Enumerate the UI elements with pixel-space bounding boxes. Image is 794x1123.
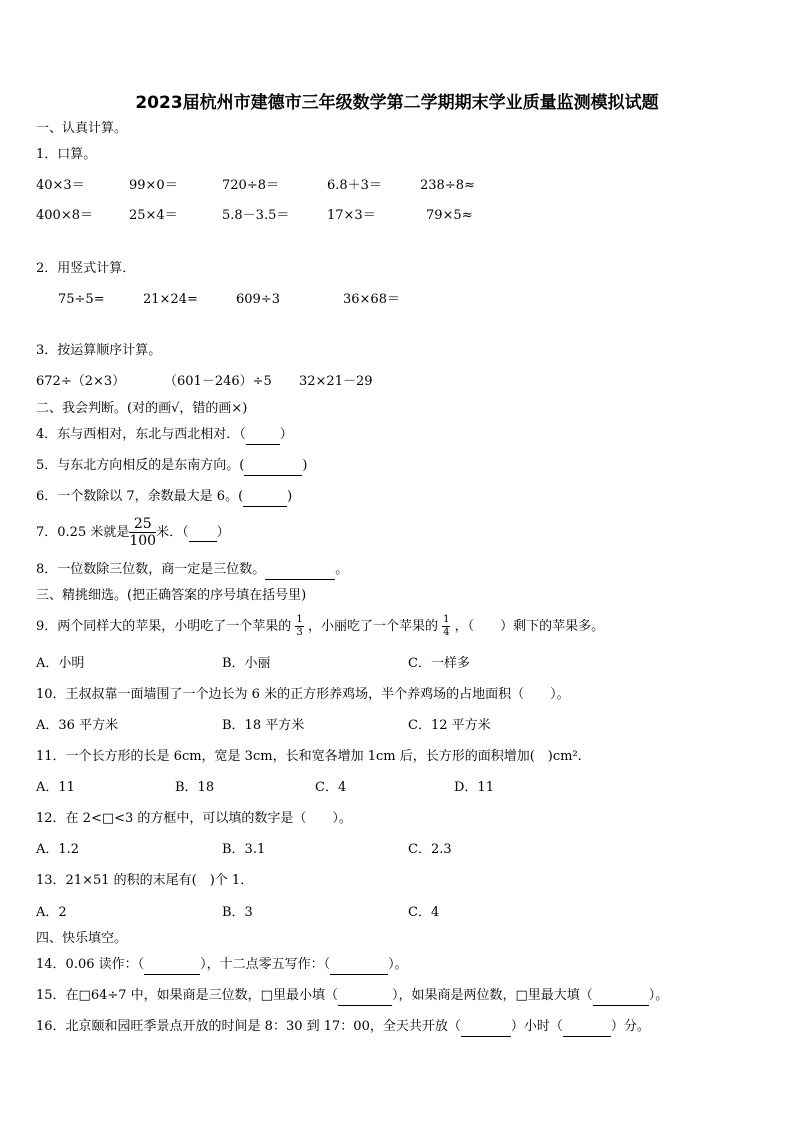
question-text: 米．（ bbox=[156, 525, 189, 540]
question-text: ) bbox=[302, 458, 308, 473]
question-6 bbox=[36, 488, 292, 507]
answer-blank[interactable] bbox=[338, 987, 392, 1006]
question-1: 1．口算。 bbox=[36, 147, 97, 162]
section-heading-1: 一、认真计算。 bbox=[36, 121, 128, 136]
calc-item: 25×4＝ bbox=[129, 208, 178, 223]
section-heading-3: 三、精挑细选。(把正确答案的序号填在括号里) bbox=[36, 588, 307, 603]
question-text: ，小丽吃了一个苹果的 bbox=[307, 619, 438, 634]
question-text: ) bbox=[287, 489, 293, 504]
option-a[interactable]: A．36 平方米 bbox=[36, 718, 119, 733]
question-3: 3．按运算顺序计算。 bbox=[36, 343, 162, 358]
answer-blank[interactable] bbox=[265, 561, 335, 580]
question-text: ），如果商是两位数，□里最大填（ bbox=[391, 988, 593, 1003]
calc-item: 32×21－29 bbox=[299, 374, 373, 389]
option-b[interactable]: B．3.1 bbox=[222, 842, 266, 857]
question-text: ，（ ）剩下的苹果多。 bbox=[454, 619, 605, 634]
question-10: 10．王叔叔靠一面墙围了一个边长为 6 米的正方形养鸡场，半个养鸡场的占地面积（ ）。 bbox=[36, 687, 570, 702]
answer-blank[interactable] bbox=[563, 1018, 611, 1037]
question-14 bbox=[36, 956, 408, 975]
question-text: ）。 bbox=[388, 957, 408, 972]
option-b[interactable]: B．小丽 bbox=[222, 656, 271, 671]
calc-item: 17×3＝ bbox=[327, 208, 376, 223]
option-a[interactable]: A．小明 bbox=[36, 656, 85, 671]
fraction-numerator: 1 bbox=[443, 614, 450, 625]
calc-item: 609÷3 bbox=[236, 292, 280, 307]
question-text: 14．0.06 读作：（ bbox=[36, 957, 145, 972]
fraction bbox=[129, 517, 156, 548]
question-text: ）。 bbox=[648, 988, 669, 1003]
answer-blank[interactable] bbox=[189, 525, 217, 542]
fraction-numerator: 25 bbox=[129, 517, 156, 533]
question-15 bbox=[36, 987, 668, 1006]
question-12: 12．在 2<□<3 的方框中，可以填的数字是（ ）。 bbox=[36, 811, 352, 826]
fraction bbox=[295, 615, 303, 638]
calc-item: 79×5≈ bbox=[426, 208, 473, 223]
fraction-denominator: 4 bbox=[443, 627, 450, 638]
option-c[interactable]: C．4 bbox=[408, 905, 440, 920]
question-text: 7．0.25 米就是 bbox=[36, 525, 130, 540]
answer-blank[interactable] bbox=[243, 488, 287, 507]
question-text: ） bbox=[216, 525, 230, 540]
question-text: 9．两个同样大的苹果，小明吃了一个苹果的 bbox=[36, 619, 292, 634]
calc-item: （601－246）÷5 bbox=[164, 374, 272, 389]
fraction-numerator: 1 bbox=[296, 614, 303, 625]
answer-blank[interactable] bbox=[593, 987, 649, 1006]
calc-item: 40×3＝ bbox=[36, 178, 85, 193]
calc-item: 6.8＋3＝ bbox=[327, 178, 382, 193]
option-b[interactable]: B．18 bbox=[175, 780, 215, 795]
option-c[interactable]: C．4 bbox=[315, 780, 347, 795]
option-c[interactable]: C．2.3 bbox=[408, 842, 452, 857]
fraction-denominator: 100 bbox=[129, 533, 157, 549]
question-4 bbox=[36, 426, 293, 445]
option-c[interactable]: C．12 平方米 bbox=[408, 718, 491, 733]
question-text: ）小时（ bbox=[510, 1019, 563, 1034]
calc-item: 400×8＝ bbox=[36, 208, 93, 223]
option-a[interactable]: A．1.2 bbox=[36, 842, 80, 857]
question-text: ） bbox=[279, 427, 293, 442]
calc-item: 36×68＝ bbox=[343, 292, 400, 307]
question-9 bbox=[36, 612, 604, 642]
section-heading-4: 四、快乐填空。 bbox=[36, 931, 128, 946]
question-2: 2．用竖式计算． bbox=[36, 261, 136, 276]
question-5 bbox=[36, 457, 307, 476]
question-text: 8．一位数除三位数，商一定是三位数。 bbox=[36, 562, 266, 577]
calc-item: 99×0＝ bbox=[129, 178, 178, 193]
question-8 bbox=[36, 561, 348, 580]
question-text: 。 bbox=[335, 562, 349, 577]
option-a[interactable]: A．2 bbox=[36, 905, 67, 920]
question-text: 4．东与西相对，东北与西北相对．（ bbox=[36, 427, 246, 442]
question-13: 13．21×51 的积的末尾有( )个 1． bbox=[36, 873, 254, 888]
fraction bbox=[442, 615, 450, 638]
answer-blank[interactable] bbox=[246, 426, 280, 445]
calc-item: 5.8－3.5＝ bbox=[222, 208, 290, 223]
question-text: 5．与东北方向相反的是东南方向。( bbox=[36, 458, 245, 473]
calc-item: 75÷5= bbox=[58, 292, 105, 307]
question-text: ）分。 bbox=[610, 1019, 650, 1034]
option-d[interactable]: D．11 bbox=[454, 780, 494, 795]
section-heading-2: 二、我会判断。(对的画√，错的画×) bbox=[36, 401, 248, 416]
question-text: 6．一个数除以 7，余数最大是 6。( bbox=[36, 489, 244, 504]
option-b[interactable]: B．18 平方米 bbox=[222, 718, 305, 733]
question-16 bbox=[36, 1018, 650, 1037]
question-text: 15．在□64÷7 中，如果商是三位数，□里最小填（ bbox=[36, 988, 338, 1003]
option-b[interactable]: B．3 bbox=[222, 905, 253, 920]
calc-item: 720÷8＝ bbox=[222, 178, 279, 193]
question-text: 16．北京颐和园旺季景点开放的时间是 8：30 到 17：00，全天共开放（ bbox=[36, 1019, 461, 1034]
fraction-denominator: 3 bbox=[296, 627, 303, 638]
page-title: 2023届杭州市建德市三年级数学第二学期期末学业质量监测模拟试题 bbox=[135, 93, 659, 113]
answer-blank[interactable] bbox=[144, 956, 200, 975]
option-a[interactable]: A．11 bbox=[36, 780, 75, 795]
calc-item: 21×24= bbox=[143, 292, 198, 307]
answer-blank[interactable] bbox=[244, 457, 302, 476]
answer-blank[interactable] bbox=[461, 1018, 511, 1037]
question-text: ），十二点零五写作：（ bbox=[200, 957, 331, 972]
question-11: 11．一个长方形的长是 6cm，宽是 3cm，长和宽各增加 1cm 后，长方形的面积增加( )cm². bbox=[36, 749, 582, 764]
question-7 bbox=[36, 515, 230, 551]
calc-item: 672÷（2×3） bbox=[36, 374, 126, 389]
calc-item: 238÷8≈ bbox=[420, 178, 475, 193]
answer-blank[interactable] bbox=[330, 956, 388, 975]
option-c[interactable]: C．一样多 bbox=[408, 656, 470, 671]
